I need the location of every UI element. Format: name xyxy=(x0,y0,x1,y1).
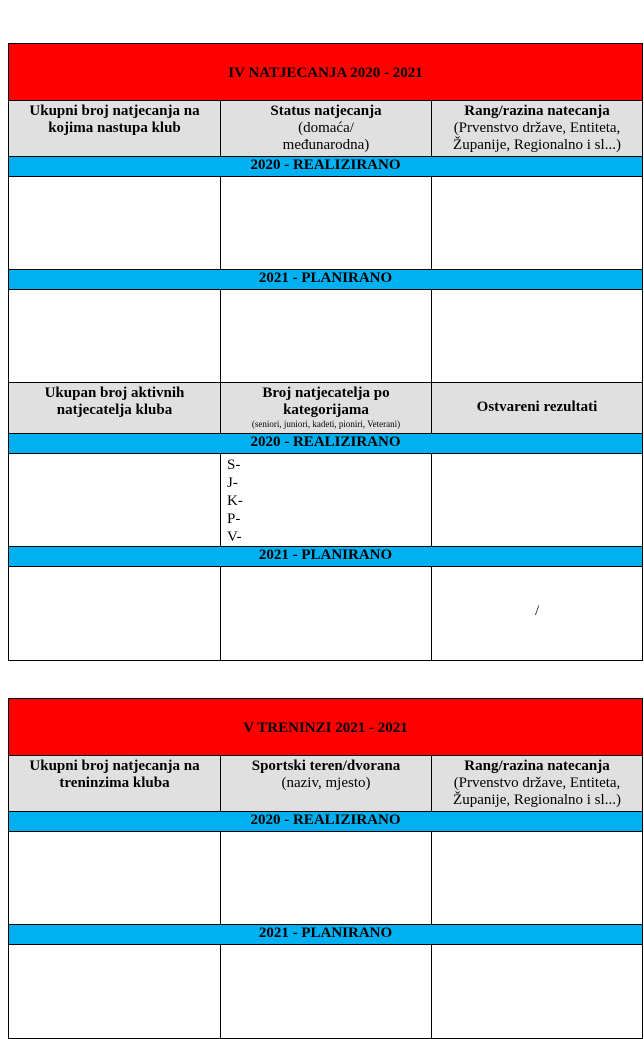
planned-label: 2021 - PLANIRANO xyxy=(258,547,393,563)
table-cell[interactable] xyxy=(220,944,432,1039)
section-title-bar xyxy=(8,698,643,756)
header-row xyxy=(8,100,643,157)
table-cell[interactable] xyxy=(8,566,221,661)
table-cell[interactable] xyxy=(220,289,432,383)
header-category-note: (seniori, juniori, kadeti, pioniri, Veterani) xyxy=(251,419,401,429)
planned-label: 2021 - PLANIRANO xyxy=(258,925,393,941)
table-cell[interactable] xyxy=(431,176,643,270)
header-rank-label: Rang/razina natecanja xyxy=(464,103,610,119)
header-venue-note: (naziv, mjesto) xyxy=(281,775,371,791)
planned-empty-row xyxy=(8,289,643,383)
category-juniors: J- xyxy=(227,475,238,491)
realized-label: 2020 - REALIZIRANO xyxy=(250,812,401,828)
header-sports-venue xyxy=(220,755,432,812)
section-title: V TRENINZI 2021 - 2021 xyxy=(243,720,408,736)
table-cell[interactable] xyxy=(431,944,643,1039)
competitions-table xyxy=(8,43,643,661)
table-cell[interactable] xyxy=(8,176,221,270)
header-row xyxy=(8,755,643,812)
header-status-note: (domaća/ međunarodna) xyxy=(282,120,370,153)
planned-empty-row xyxy=(8,944,643,1039)
header-rank-note: (Prvenstvo države, Entiteta, Županije, Regionalno i sl...) xyxy=(453,775,621,808)
section-title: IV NATJECANJA 2020 - 2021 xyxy=(228,65,423,81)
header-total-competitions: Ukupni broj natjecanja na kojima nastupa klub xyxy=(8,100,221,157)
planned-2021-bar xyxy=(8,546,643,567)
header-competition-rank xyxy=(431,100,643,157)
planned-2021-bar xyxy=(8,924,643,945)
table-cell[interactable] xyxy=(220,176,432,270)
table-cell[interactable] xyxy=(431,453,643,547)
header-active-athletes: Ukupan broj aktivnih natjecatelja kluba xyxy=(8,382,221,434)
planned-label: 2021 - PLANIRANO xyxy=(258,270,393,286)
category-veterans: V- xyxy=(227,529,242,545)
realized-2020-bar xyxy=(8,811,643,832)
table-cell[interactable] xyxy=(8,944,221,1039)
header-results: Ostvareni rezultati xyxy=(431,382,643,434)
header-competition-status xyxy=(220,100,432,157)
category-list[interactable] xyxy=(220,453,432,547)
header-status-label: Status natjecanja xyxy=(270,103,382,119)
result-mark: / xyxy=(535,603,540,619)
table-cell[interactable] xyxy=(431,566,643,661)
header-competition-rank xyxy=(431,755,643,812)
header-rank-note: (Prvenstvo države, Entiteta, Županije, Regionalno i sl...) xyxy=(453,120,621,153)
table-cell[interactable] xyxy=(8,831,221,925)
planned-results-row xyxy=(8,566,643,661)
table-cell[interactable] xyxy=(431,831,643,925)
header-rank-label: Rang/razina natecanja xyxy=(464,758,610,774)
section-title-bar xyxy=(8,43,643,101)
header-row-athletes xyxy=(8,382,643,434)
trainings-table xyxy=(8,698,643,1039)
table-cell[interactable] xyxy=(220,831,432,925)
category-seniors: S- xyxy=(227,457,241,473)
realized-empty-row xyxy=(8,176,643,270)
realized-label: 2020 - REALIZIRANO xyxy=(250,434,401,450)
realized-label: 2020 - REALIZIRANO xyxy=(250,157,401,173)
table-cell[interactable] xyxy=(431,289,643,383)
table-cell[interactable] xyxy=(220,566,432,661)
table-cell[interactable] xyxy=(8,289,221,383)
planned-2021-bar xyxy=(8,269,643,290)
realized-empty-row xyxy=(8,831,643,925)
categories-row xyxy=(8,453,643,547)
table-cell[interactable] xyxy=(8,453,221,547)
header-category-label: Broj natjecatelja po kategorijama xyxy=(262,385,390,418)
header-total-trainings: Ukupni broj natjecanja na treninzima kluba xyxy=(8,755,221,812)
realized-2020-bar xyxy=(8,156,643,177)
category-pioneers: P- xyxy=(227,511,241,527)
realized-2020-bar xyxy=(8,433,643,454)
header-athletes-by-category xyxy=(220,382,432,434)
header-venue-label: Sportski teren/dvorana xyxy=(251,758,401,774)
category-cadets: K- xyxy=(227,493,243,509)
